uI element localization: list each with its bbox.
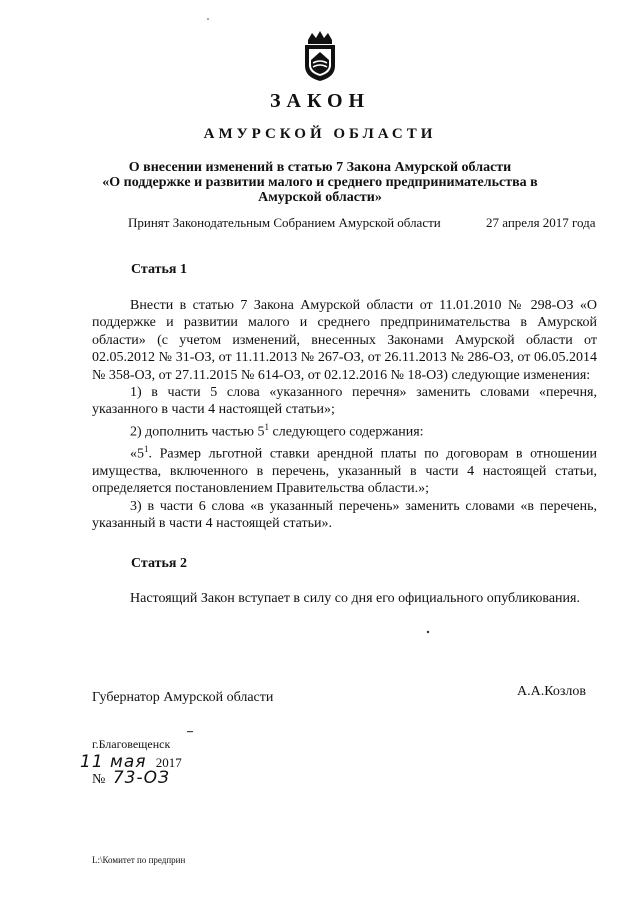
article-1-item-1: 1) в части 5 слова «указанного перечня» заменить словами «перечня, указанного в части 4 настоящей статьи»; <box>92 385 597 418</box>
quote-superscript: 1 <box>144 443 149 454</box>
accepted-by: Принят Законодательным Собранием Амурской области <box>128 215 441 230</box>
city: г.Благовещенск <box>92 737 171 751</box>
item-2-text: 2) дополнить частью 5 <box>130 424 265 440</box>
article-1-intro: Внести в статью 7 Закона Амурской области от 11.01.2010 № 298-ОЗ «О поддержке и развитии малого и среднего предпринимательства в Амурской области» (с учетом изменений, внесенных Законами Амурской области от 02.05.2012 № 31-ОЗ, от 11.11.2013 № 267-ОЗ, от 26.11.2013 № 286-ОЗ, от 06.05.2014 № 358-ОЗ, от 27.11.2015 № 614-ОЗ, от 02.12.2016 № 18-ОЗ) следующие изменения: <box>92 298 597 383</box>
article-1-heading: Статья 1 <box>131 262 187 277</box>
handwritten-date: 11 мая <box>80 752 147 772</box>
year: 2017 <box>155 755 182 770</box>
article-2-body <box>92 590 597 607</box>
number-line <box>92 768 170 788</box>
signer-position: Губернатор Амурской области <box>92 690 274 705</box>
quote-text: . Размер льготной ставки арендной платы по договорам в отношении имущества, включенного в перечень, указанный в части 4 настоящей статьи, определяется постановлением Правительства области.»; <box>92 446 597 497</box>
document-title <box>0 160 640 205</box>
coat-of-arms-emblem <box>300 30 340 82</box>
handwritten-number: 73-ОЗ <box>112 768 170 788</box>
signer-name: А.А.Козлов <box>517 684 586 699</box>
document-title-line: Амурской области» <box>258 190 382 205</box>
quote-start: «5 <box>130 446 144 462</box>
article-1-item-3: 3) в части 6 слова «в указанный перечень» заменить словами «в перечень, указанный в части 4 настоящей статьи». <box>92 498 597 532</box>
file-path-footer: L:\Комитет по предприн <box>92 855 186 865</box>
item-2-superscript: 1 <box>264 421 269 432</box>
article-1-item-2 <box>92 419 597 441</box>
article-1-item-2-quote <box>92 441 597 498</box>
article-1-body <box>92 297 597 533</box>
region-name: АМУРСКОЙ ОБЛАСТИ <box>203 126 437 142</box>
article-2-heading: Статья 2 <box>131 556 187 571</box>
document-title-line: О внесении изменений в статью 7 Закона Амурской области <box>128 160 512 175</box>
document-title-line: «О поддержке и развитии малого и среднего предпринимательства в <box>102 175 538 190</box>
article-2-text: Настоящий Закон вступает в силу со дня его официального опубликования. <box>130 591 580 606</box>
number-prefix: № <box>92 772 106 787</box>
law-title: ЗАКОН <box>269 90 371 112</box>
item-2-text-tail: следующего содержания: <box>269 424 424 440</box>
accepted-date: 27 апреля 2017 года <box>486 215 596 230</box>
